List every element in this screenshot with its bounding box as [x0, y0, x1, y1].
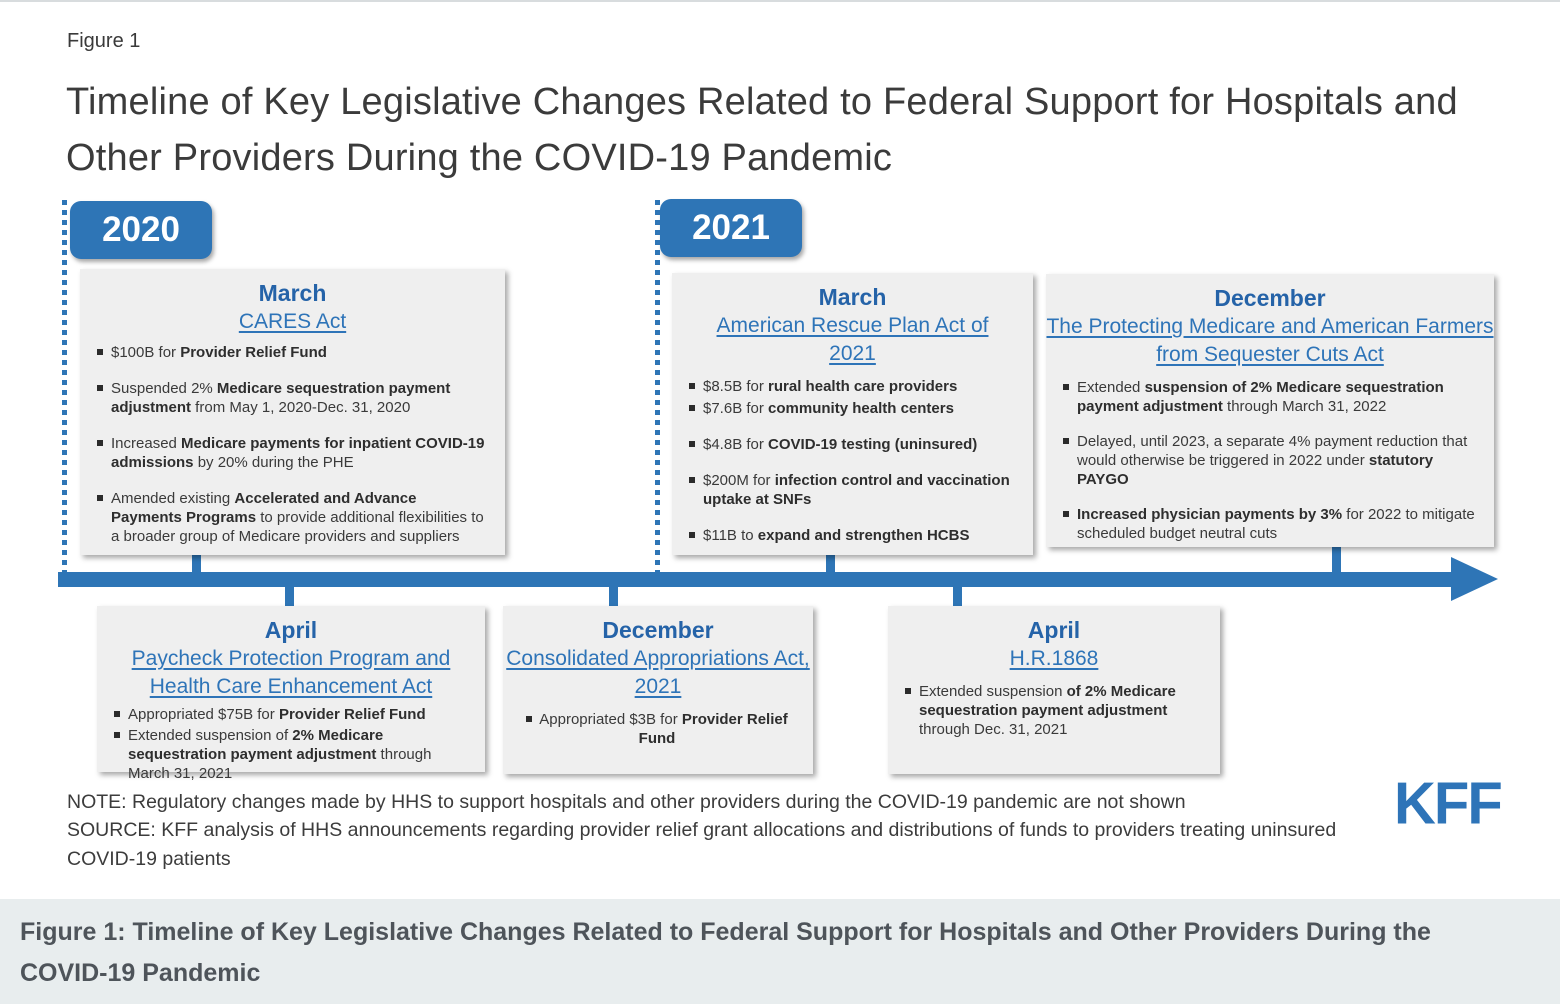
month-label: March — [258, 280, 327, 306]
act-link-cares[interactable]: CARES Act — [238, 310, 347, 333]
bullet-text: Delayed, until 2023, a separate 4% payment reduction that would otherwise be triggered in 2022 under statutory PAYGO — [1077, 433, 1468, 488]
year-divider-2021 — [655, 200, 660, 575]
page-title: Timeline of Key Legislative Changes Related to Federal Support for Hospitals and Other Providers During the COVID-19 Pandemic — [66, 81, 1458, 179]
bullet-item — [686, 399, 1017, 418]
bullet-marker-icon — [905, 688, 911, 694]
bullet-list — [97, 705, 485, 783]
bullet-marker-icon — [689, 441, 695, 447]
event-box-cares-act — [80, 269, 505, 555]
act-link-ppp[interactable]: Paycheck Protection Program and Health Care Enhancement Act — [131, 647, 451, 698]
timeline-tick-ppp — [285, 587, 294, 608]
bullet-text: Amended existing Accelerated and Advance Payments Programs to provide additional flexibilities to a broader group of Medicare providers and suppliers — [111, 490, 484, 545]
bullet-list — [503, 710, 813, 748]
source-text: SOURCE: KFF analysis of HHS announcements regarding provider relief grant allocations and distributions of funds to providers treating uninsured COVID-19 patients — [67, 819, 1337, 870]
act-link-hr1868[interactable]: H.R.1868 — [1009, 647, 1099, 670]
bullet-marker-icon — [97, 385, 103, 391]
timeline-tick-sequester — [1332, 547, 1341, 573]
bullet-text: $4.8B for COVID-19 testing (uninsured) — [703, 436, 978, 453]
bullet-marker-icon — [1063, 384, 1069, 390]
month-label: April — [264, 617, 318, 643]
bullet-marker-icon — [1063, 511, 1069, 517]
caption-bar — [0, 899, 1560, 1004]
bullet-item — [1060, 432, 1478, 489]
timeline-axis — [58, 572, 1453, 587]
bullet-item — [686, 526, 1017, 545]
timeline-tick-hr1868 — [953, 587, 962, 606]
bullet-item — [686, 471, 1017, 509]
event-box-sequester-cuts-act — [1046, 274, 1494, 547]
event-box-american-rescue-plan — [672, 273, 1033, 555]
act-link-arpa[interactable]: American Rescue Plan Act of 2021 — [716, 314, 989, 365]
bullet-marker-icon — [97, 495, 103, 501]
year-badge-2021: 2021 — [660, 199, 802, 257]
bullet-item — [94, 434, 489, 472]
bullet-text: Extended suspension of 2% Medicare sequestration payment adjustment through March 31, 2022 — [1077, 379, 1444, 415]
bullet-marker-icon — [526, 716, 532, 722]
bullet-item — [94, 343, 489, 362]
bullet-text: Suspended 2% Medicare sequestration payment adjustment from May 1, 2020-Dec. 31, 2020 — [111, 380, 451, 416]
bullet-list — [80, 343, 505, 546]
bullet-item — [111, 705, 469, 724]
bullet-text: Extended suspension of 2% Medicare sequestration payment adjustment through March 31, 2021 — [128, 727, 432, 782]
act-link-sequester[interactable]: The Protecting Medicare and American Farmers from Sequester Cuts Act — [1046, 315, 1494, 366]
bullet-text: Extended suspension of 2% Medicare sequestration payment adjustment through Dec. 31, 2021 — [919, 683, 1176, 738]
bullet-marker-icon — [689, 405, 695, 411]
caption-text: Figure 1: Timeline of Key Legislative Changes Related to Federal Support for Hospitals and Other Providers During the COVID-19 Pandemic — [20, 918, 1431, 987]
bullet-list — [672, 377, 1033, 545]
month-label: December — [1214, 285, 1326, 311]
month-label: December — [602, 617, 714, 643]
bullet-item — [517, 710, 797, 748]
bullet-text: $7.6B for community health centers — [703, 400, 954, 417]
bullet-text: Appropriated $75B for Provider Relief Fund — [128, 706, 426, 723]
bullet-item — [686, 435, 1017, 454]
act-link-caa[interactable]: Consolidated Appropriations Act, 2021 — [506, 647, 810, 698]
kff-logo: KFF — [1394, 770, 1501, 837]
bullet-marker-icon — [97, 349, 103, 355]
bullet-text: $100B for Provider Relief Fund — [111, 344, 327, 361]
bullet-text: Increased physician payments by 3% for 2022 to mitigate scheduled budget neutral cuts — [1077, 506, 1475, 542]
bullet-item — [111, 726, 469, 783]
bullet-marker-icon — [689, 383, 695, 389]
timeline-tick-arpa — [826, 553, 835, 573]
bullet-item — [1060, 378, 1478, 416]
event-box-consolidated-appropriations — [503, 606, 813, 774]
bullet-marker-icon — [1063, 438, 1069, 444]
timeline-tick-cares — [192, 553, 201, 573]
bullet-text: $200M for infection control and vaccination uptake at SNFs — [703, 472, 1010, 508]
bullet-item — [686, 377, 1017, 396]
figure-label: Figure 1 — [67, 30, 141, 52]
bullet-text: Increased Medicare payments for inpatient COVID-19 admissions by 20% during the PHE — [111, 435, 485, 471]
bullet-item — [94, 379, 489, 417]
bullet-marker-icon — [114, 732, 120, 738]
bullet-list — [1046, 378, 1494, 543]
bullet-item — [94, 489, 489, 546]
timeline-tick-caa — [609, 587, 618, 608]
bullet-marker-icon — [97, 440, 103, 446]
event-box-paycheck-protection — [97, 606, 485, 782]
month-label: April — [1027, 617, 1081, 643]
bullet-text: $11B to expand and strengthen HCBS — [703, 527, 970, 544]
bullet-text: Appropriated $3B for Provider Relief Fund — [539, 711, 788, 747]
note-text: NOTE: Regulatory changes made by HHS to support hospitals and other providers during the COVID-19 pandemic are not shown — [67, 791, 1186, 813]
bullet-marker-icon — [114, 711, 120, 717]
bullet-item — [1060, 505, 1478, 543]
month-label: March — [818, 284, 887, 310]
bullet-item — [902, 682, 1204, 739]
year-divider-2020 — [62, 200, 67, 575]
bullet-marker-icon — [689, 532, 695, 538]
timeline-arrowhead-icon — [1451, 557, 1498, 601]
year-badge-2020: 2020 — [70, 201, 212, 259]
bullet-text: $8.5B for rural health care providers — [703, 378, 958, 395]
event-box-hr1868 — [888, 606, 1220, 774]
bullet-marker-icon — [689, 477, 695, 483]
bullet-list — [888, 682, 1220, 739]
